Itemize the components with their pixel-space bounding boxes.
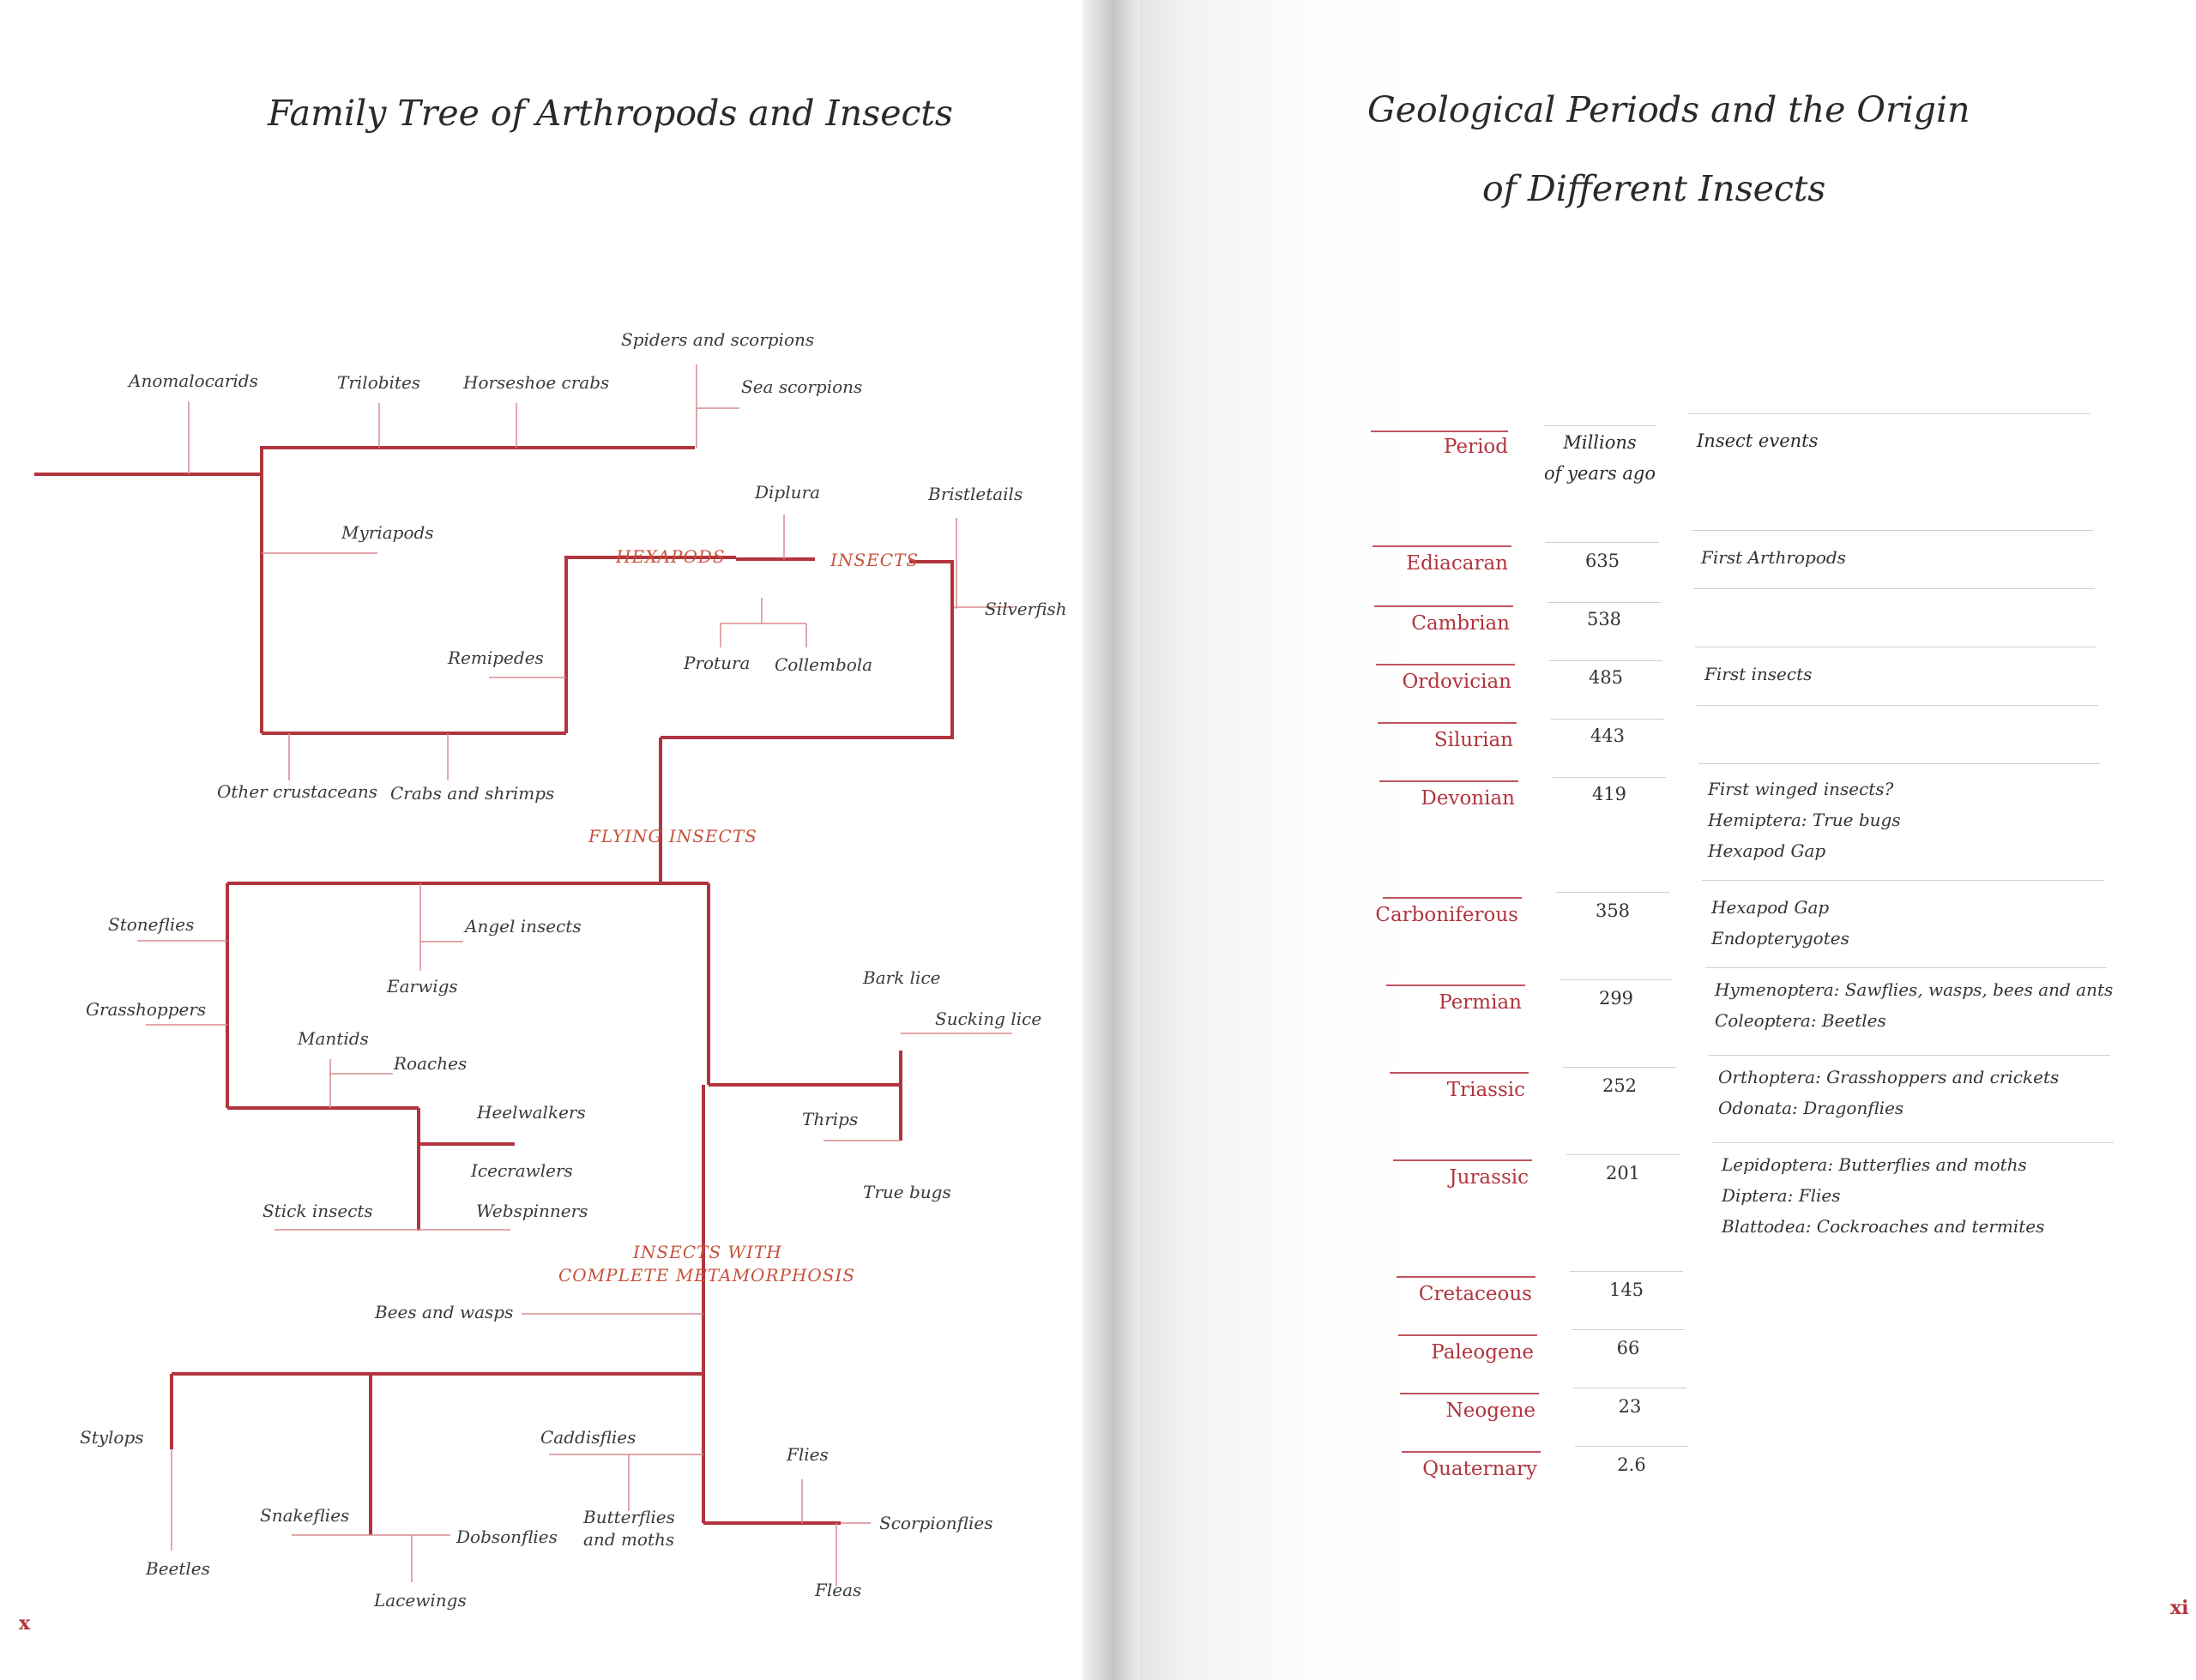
left-page-title: Family Tree of Arthropods and Insects — [268, 93, 953, 134]
taxon-collembola: Collembola — [775, 654, 873, 675]
right-page-folio: xi — [2170, 1597, 2189, 1619]
taxon-sea-scorpions: Sea scorpions — [741, 376, 863, 397]
period-name: Ediacaran — [1406, 552, 1508, 575]
header-period: Period — [1444, 436, 1508, 458]
taxon-earwigs: Earwigs — [387, 976, 458, 997]
taxon-bees-wasps: Bees and wasps — [375, 1302, 514, 1322]
taxon-trilobites: Trilobites — [337, 372, 421, 393]
taxon-caddisflies: Caddisflies — [540, 1427, 636, 1448]
period-name: Quaternary — [1422, 1458, 1537, 1480]
period-mya: 538 — [1586, 609, 1622, 629]
period-mya: 443 — [1590, 726, 1626, 746]
taxon-snakeflies: Snakeflies — [260, 1505, 350, 1526]
group-complete-metamorphosis-line1: INSECTS WITH — [633, 1242, 782, 1262]
period-event: Coleoptera: Beetles — [1715, 1010, 1886, 1031]
header-rule-period — [1371, 431, 1508, 432]
period-name: Triassic — [1446, 1079, 1525, 1101]
header-rule-events — [1688, 413, 2090, 414]
group-insects: INSECTS — [830, 550, 920, 570]
taxon-spiders-scorpions: Spiders and scorpions — [621, 329, 815, 350]
period-event: First Arthropods — [1701, 547, 1846, 568]
header-millions-line1: Millions — [1563, 432, 1637, 453]
taxon-protura: Protura — [684, 653, 751, 673]
period-mya: 23 — [1618, 1396, 1642, 1417]
taxon-remipedes: Remipedes — [448, 647, 544, 668]
taxon-icecrawlers: Icecrawlers — [471, 1160, 573, 1181]
taxon-beetles: Beetles — [146, 1558, 210, 1579]
group-complete-metamorphosis-line2: COMPLETE METAMORPHOSIS — [558, 1265, 856, 1286]
period-mya: 485 — [1588, 667, 1624, 688]
period-name: Devonian — [1421, 787, 1515, 810]
period-mya: 419 — [1591, 784, 1627, 804]
left-page — [0, 0, 1083, 1680]
period-event: First insects — [1704, 664, 1813, 684]
taxon-sucking-lice: Sucking lice — [935, 1009, 1042, 1029]
taxon-silverfish: Silverfish — [985, 599, 1067, 619]
period-name: Silurian — [1433, 729, 1513, 751]
period-name: Jurassic — [1449, 1166, 1529, 1189]
period-event: Hexapod Gap — [1711, 897, 1830, 918]
period-name: Ordovician — [1402, 671, 1511, 693]
taxon-scorpionflies: Scorpionflies — [879, 1513, 993, 1533]
period-event: Blattodea: Cockroaches and termites — [1722, 1216, 2045, 1237]
period-name: Paleogene — [1431, 1341, 1534, 1364]
taxon-anomalocarids: Anomalocarids — [129, 370, 258, 391]
header-millions-line2: of years ago — [1544, 463, 1656, 484]
period-event: Lepidoptera: Butterflies and moths — [1722, 1154, 2027, 1175]
taxon-dobsonflies: Dobsonflies — [456, 1526, 558, 1547]
period-event: Orthoptera: Grasshoppers and crickets — [1718, 1067, 2060, 1087]
tree-main-branches — [34, 446, 954, 1535]
period-mya: 201 — [1605, 1163, 1641, 1183]
taxon-diplura: Diplura — [755, 482, 820, 503]
period-mya: 145 — [1608, 1280, 1644, 1300]
taxon-flies: Flies — [787, 1444, 829, 1465]
group-hexapods: HEXAPODS — [616, 546, 726, 567]
taxon-lacewings: Lacewings — [374, 1590, 467, 1611]
taxon-myriapods: Myriapods — [341, 522, 434, 543]
taxon-mantids: Mantids — [298, 1028, 369, 1049]
taxon-webspinners: Webspinners — [476, 1201, 588, 1221]
period-mya: 299 — [1598, 988, 1634, 1009]
right-page — [1139, 0, 2196, 1680]
taxon-fleas: Fleas — [815, 1580, 862, 1600]
group-flying-insects: FLYING INSECTS — [588, 826, 757, 846]
taxon-angel-insects: Angel insects — [465, 916, 582, 936]
taxon-butterflies-line1: Butterflies — [583, 1507, 675, 1527]
period-name: Neogene — [1445, 1400, 1535, 1422]
arthropod-family-tree — [0, 0, 1083, 1680]
period-mya: 635 — [1584, 551, 1620, 571]
period-mya: 66 — [1616, 1338, 1640, 1358]
period-name: Carboniferous — [1375, 904, 1518, 926]
taxon-other-crustaceans: Other crustaceans — [217, 781, 378, 802]
period-event: Odonata: Dragonflies — [1718, 1098, 1904, 1118]
header-insect-events: Insect events — [1697, 431, 1819, 451]
taxon-roaches: Roaches — [394, 1053, 468, 1074]
period-event: Hymenoptera: Sawflies, wasps, bees and ants — [1715, 979, 2114, 1000]
taxon-crabs-shrimps: Crabs and shrimps — [390, 783, 555, 804]
period-mya: 2.6 — [1617, 1454, 1646, 1475]
period-mya: 252 — [1602, 1075, 1638, 1096]
left-page-folio: x — [19, 1612, 31, 1635]
taxon-horseshoe-crabs: Horseshoe crabs — [463, 372, 610, 393]
period-event: Diptera: Flies — [1722, 1185, 1841, 1206]
period-event: Hemiptera: True bugs — [1708, 810, 1901, 830]
taxon-stoneflies: Stoneflies — [108, 914, 195, 935]
period-event: Hexapod Gap — [1708, 840, 1826, 861]
taxon-stylops: Stylops — [80, 1427, 144, 1448]
right-page-title-line1: Geological Periods and the Origin — [1367, 89, 1970, 130]
right-page-title-line2: of Different Insects — [1482, 168, 1826, 209]
taxon-stick-insects: Stick insects — [262, 1201, 373, 1221]
taxon-bristletails: Bristletails — [928, 484, 1023, 504]
period-name: Permian — [1439, 991, 1522, 1014]
period-name: Cambrian — [1411, 612, 1510, 635]
period-event: Endopterygotes — [1711, 928, 1849, 948]
header-rule-mya — [1544, 425, 1656, 426]
period-name: Cretaceous — [1418, 1283, 1532, 1305]
book-gutter — [1083, 0, 1139, 1680]
taxon-thrips: Thrips — [802, 1109, 859, 1129]
period-event: First winged insects? — [1708, 779, 1894, 799]
taxon-heelwalkers: Heelwalkers — [477, 1102, 586, 1123]
taxon-true-bugs: True bugs — [863, 1182, 951, 1202]
geological-periods-table — [1139, 0, 2196, 1680]
period-mya: 358 — [1595, 900, 1631, 921]
taxon-grasshoppers: Grasshoppers — [86, 999, 207, 1020]
taxon-bark-lice: Bark lice — [863, 967, 941, 988]
taxon-butterflies-line2: and moths — [583, 1529, 675, 1550]
